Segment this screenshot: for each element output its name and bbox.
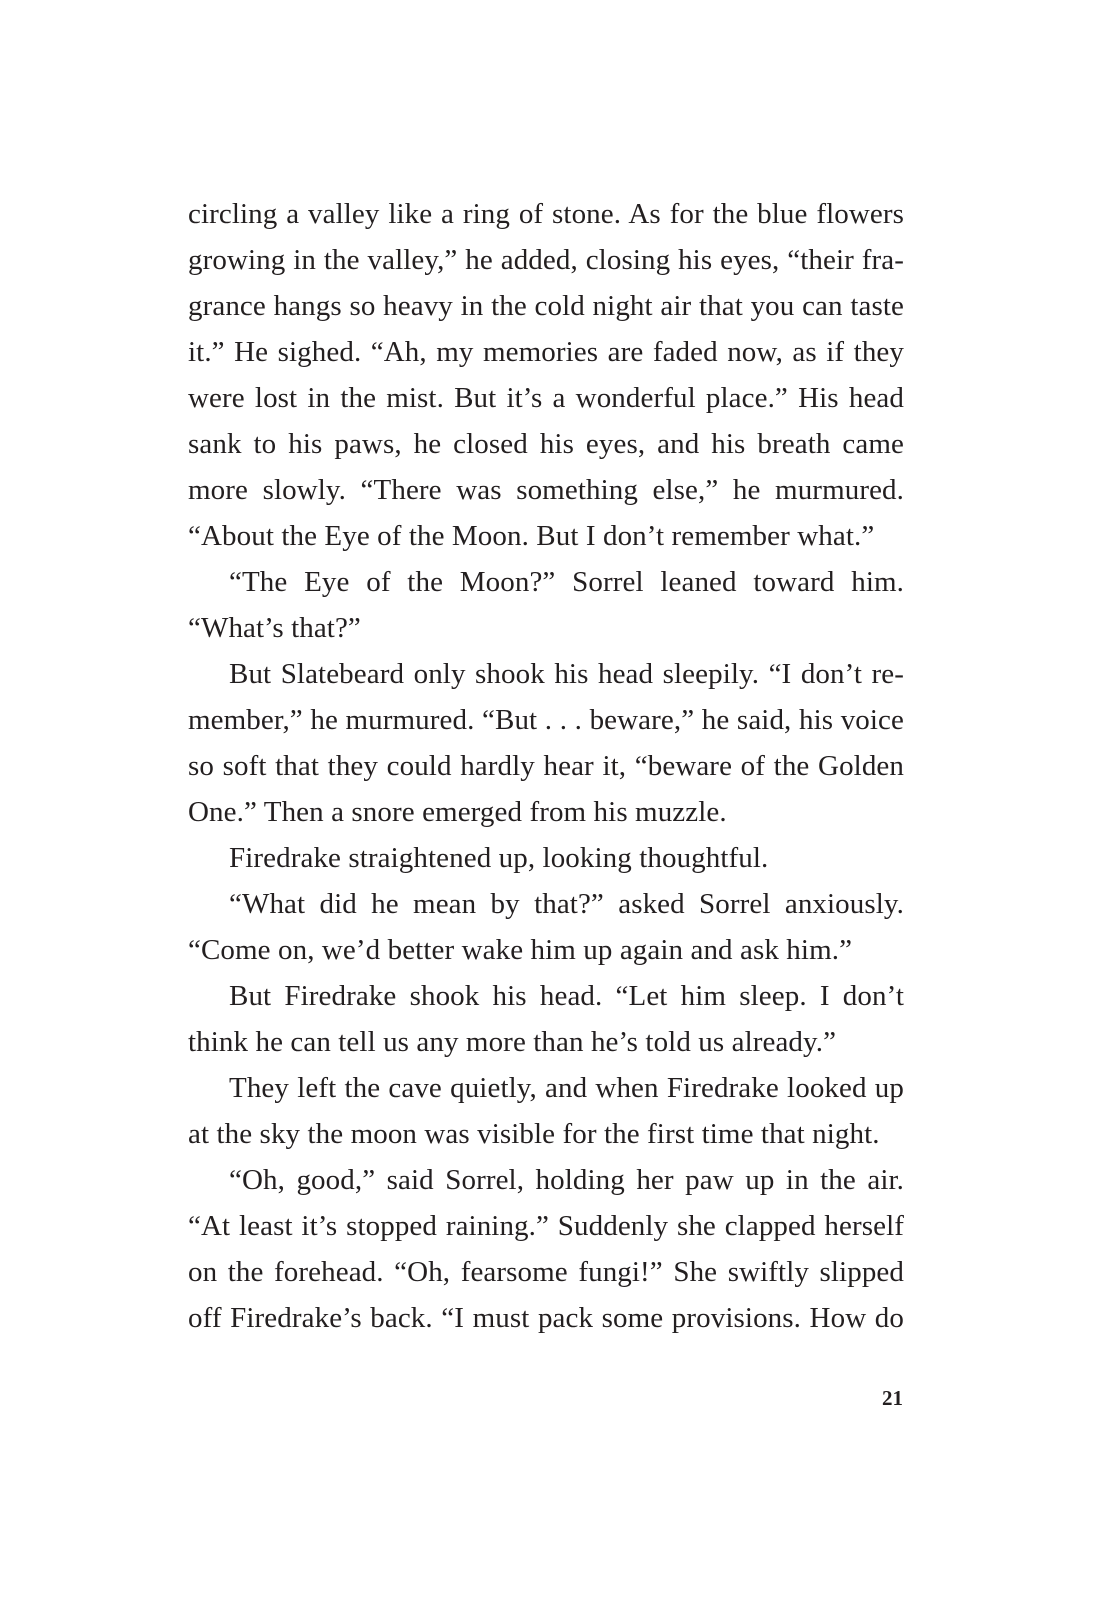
text-line: sank to his paws, he closed his eyes, and his breath came bbox=[188, 428, 904, 460]
text-line: “The Eye of the Moon?” Sorrel leaned toward him. bbox=[229, 566, 904, 598]
text-line: “About the Eye of the Moon. But I don’t remember what.” bbox=[188, 520, 875, 552]
text-line: think he can tell us any more than he’s told us already.” bbox=[188, 1026, 837, 1058]
text-line: “What’s that?” bbox=[188, 612, 361, 644]
body-text bbox=[188, 191, 904, 1341]
text-line: “What did he mean by that?” asked Sorrel anxiously. bbox=[229, 888, 904, 920]
text-line: were lost in the mist. But it’s a wonderful place.” His head bbox=[188, 382, 904, 414]
text-line: “Oh, good,” said Sorrel, holding her paw up in the air. bbox=[229, 1164, 904, 1196]
text-line: off Firedrake’s back. “I must pack some provisions. How do bbox=[188, 1302, 904, 1334]
text-line: But Slatebeard only shook his head sleepily. “I don’t re- bbox=[229, 658, 904, 690]
text-line: so soft that they could hardly hear it, “beware of the Golden bbox=[188, 750, 904, 782]
text-line: circling a valley like a ring of stone. As for the blue flowers bbox=[188, 198, 904, 230]
page-number: 21 bbox=[882, 1386, 903, 1410]
text-line: They left the cave quietly, and when Firedrake looked up bbox=[229, 1072, 904, 1104]
text-line: it.” He sighed. “Ah, my memories are faded now, as if they bbox=[188, 336, 904, 368]
text-line: on the forehead. “Oh, fearsome fungi!” She swiftly slipped bbox=[188, 1256, 904, 1288]
text-line: “Come on, we’d better wake him up again and ask him.” bbox=[188, 934, 853, 966]
text-line: Firedrake straightened up, looking thoughtful. bbox=[229, 842, 769, 874]
text-line: grance hangs so heavy in the cold night air that you can taste bbox=[188, 290, 904, 322]
text-line: One.” Then a snore emerged from his muzzle. bbox=[188, 796, 727, 828]
text-line: at the sky the moon was visible for the first time that night. bbox=[188, 1118, 880, 1150]
text-line: member,” he murmured. “But . . . beware,” he said, his voice bbox=[188, 704, 904, 736]
text-line: growing in the valley,” he added, closing his eyes, “their fra- bbox=[188, 244, 904, 276]
text-line: “At least it’s stopped raining.” Suddenly she clapped herself bbox=[188, 1210, 904, 1242]
text-line: But Firedrake shook his head. “Let him sleep. I don’t bbox=[229, 980, 904, 1012]
text-line: more slowly. “There was something else,” he murmured. bbox=[188, 474, 904, 506]
